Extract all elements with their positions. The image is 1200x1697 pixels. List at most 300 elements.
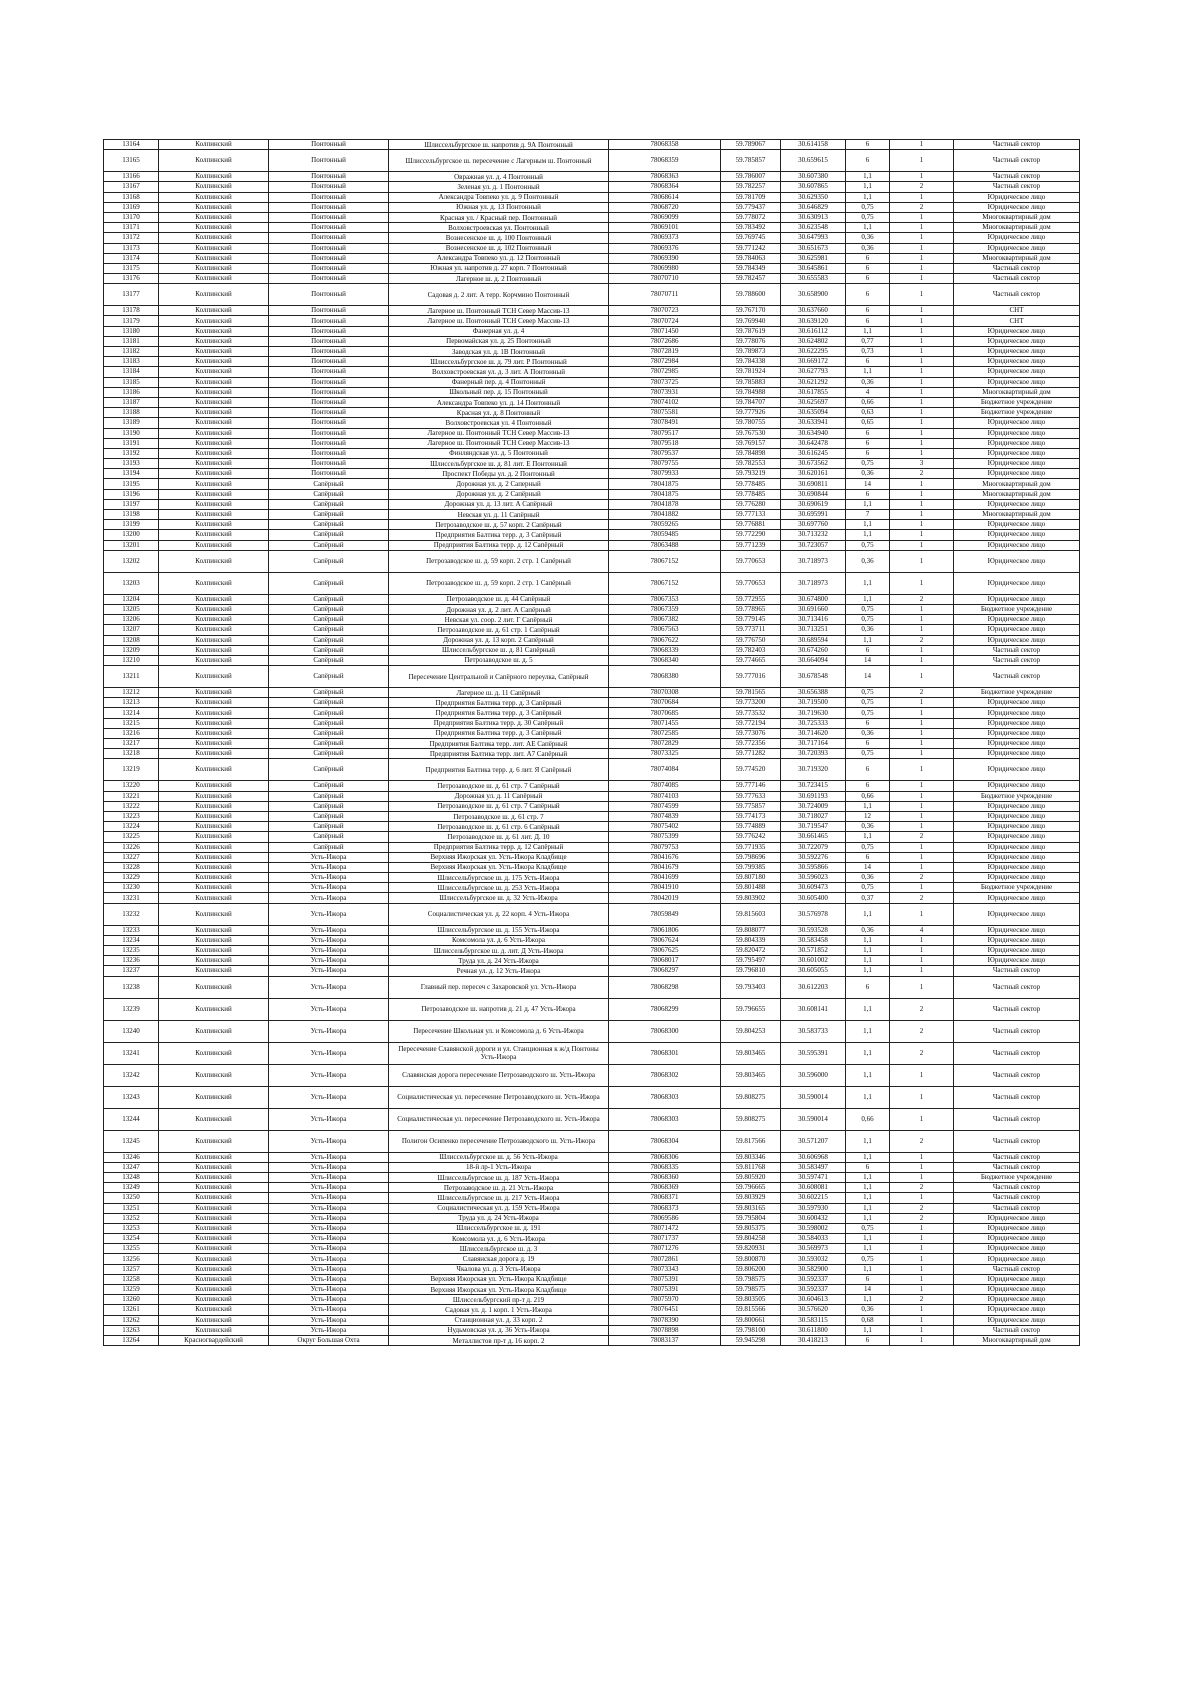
longitude-cell: 30.720393 (781, 749, 846, 759)
row-number: 13261 (104, 1305, 159, 1315)
address-cell: Заводская ул. д. 1В Понтонный (389, 347, 609, 357)
longitude-cell: 30.609473 (781, 883, 846, 893)
category-cell: Юридическое лицо (954, 759, 1080, 781)
district-cell: Колпинский (159, 172, 269, 182)
table-row (104, 946, 1080, 956)
municipality-cell: Сапёрный (269, 666, 389, 688)
latitude-cell: 59.945298 (721, 1335, 781, 1345)
municipality-cell: Понтонный (269, 397, 389, 407)
volume-cell: 6 (846, 428, 890, 438)
municipality-cell: Понтонный (269, 182, 389, 192)
latitude-cell: 59.776280 (721, 499, 781, 509)
site-code-cell: 78059849 (609, 903, 721, 925)
row-number: 13233 (104, 925, 159, 935)
longitude-cell: 30.607380 (781, 172, 846, 182)
longitude-cell: 30.622295 (781, 347, 846, 357)
address-cell: Станционная ул. д. 33 корп. 2 (389, 1315, 609, 1325)
municipality-cell: Усть-Ижора (269, 873, 389, 883)
longitude-cell: 30.604613 (781, 1295, 846, 1305)
district-cell: Колпинский (159, 966, 269, 976)
district-cell: Колпинский (159, 448, 269, 458)
latitude-cell: 59.769940 (721, 316, 781, 326)
category-cell: Юридическое лицо (954, 357, 1080, 367)
latitude-cell: 59.780755 (721, 418, 781, 428)
volume-cell: 0,68 (846, 1315, 890, 1325)
volume-cell: 6 (846, 140, 890, 150)
district-cell: Колпинский (159, 316, 269, 326)
volume-cell: 1,1 (846, 530, 890, 540)
table-row (104, 708, 1080, 718)
district-cell: Колпинский (159, 759, 269, 781)
address-cell: Дорожная ул. д. 2 лит. А Сапёрный (389, 604, 609, 614)
site-code-cell: 78068364 (609, 182, 721, 192)
latitude-cell: 59.815566 (721, 1305, 781, 1315)
district-cell: Колпинский (159, 326, 269, 336)
category-cell: Юридическое лицо (954, 428, 1080, 438)
volume-cell: 0,36 (846, 728, 890, 738)
table-row (104, 347, 1080, 357)
table-row (104, 202, 1080, 212)
address-cell: Лагерное ш. д. 2 Понтонный (389, 274, 609, 284)
longitude-cell: 30.719630 (781, 708, 846, 718)
district-cell: Колпинский (159, 572, 269, 594)
latitude-cell: 59.796810 (721, 966, 781, 976)
address-cell: Предприятия Балтика терр. д. 12 Сапёрный (389, 540, 609, 550)
site-code-cell: 78073325 (609, 749, 721, 759)
volume-cell: 1,1 (846, 903, 890, 925)
address-cell: Шлиссельбургское ш. д. 81 Сапёрный (389, 645, 609, 655)
longitude-cell: 30.593032 (781, 1254, 846, 1264)
municipality-cell: Понтонный (269, 377, 389, 387)
municipality-cell: Усть-Ижора (269, 1274, 389, 1284)
row-number: 13247 (104, 1162, 159, 1172)
latitude-cell: 59.803902 (721, 893, 781, 903)
site-code-cell: 78042019 (609, 893, 721, 903)
container-count-cell: 1 (890, 1162, 954, 1172)
container-count-cell: 1 (890, 852, 954, 862)
latitude-cell: 59.815603 (721, 903, 781, 925)
address-cell: Пересечение Славянской дороги и ул. Станционная к ж/д Понтоны Усть-Ижора (389, 1042, 609, 1064)
category-cell: Юридическое лицо (954, 1305, 1080, 1315)
municipality-cell: Понтонный (269, 253, 389, 263)
site-code-cell: 78069099 (609, 212, 721, 222)
row-number: 13216 (104, 728, 159, 738)
site-code-cell: 78070684 (609, 698, 721, 708)
volume-cell: 6 (846, 448, 890, 458)
volume-cell: 1,1 (846, 594, 890, 604)
category-cell: Многоквартирный дом (954, 253, 1080, 263)
longitude-cell: 30.674800 (781, 594, 846, 604)
category-cell: Юридическое лицо (954, 1234, 1080, 1244)
container-count-cell: 1 (890, 1223, 954, 1233)
table-row (104, 594, 1080, 604)
district-cell: Колпинский (159, 306, 269, 316)
container-count-cell: 1 (890, 811, 954, 821)
district-cell: Колпинский (159, 811, 269, 821)
district-cell: Колпинский (159, 1130, 269, 1152)
site-code-cell: 78069376 (609, 243, 721, 253)
latitude-cell: 59.784988 (721, 387, 781, 397)
district-cell: Колпинский (159, 1254, 269, 1264)
address-cell: Петрозаводское ш. д. 21 Усть-Ижора (389, 1183, 609, 1193)
container-count-cell: 1 (890, 791, 954, 801)
row-number: 13264 (104, 1335, 159, 1345)
site-code-cell: 78067382 (609, 615, 721, 625)
table-row (104, 1274, 1080, 1284)
container-count-cell: 1 (890, 708, 954, 718)
district-cell: Колпинский (159, 1042, 269, 1064)
container-count-cell: 1 (890, 438, 954, 448)
container-count-cell: 2 (890, 998, 954, 1020)
longitude-cell: 30.582900 (781, 1264, 846, 1274)
table-row (104, 192, 1080, 202)
category-cell: Юридическое лицо (954, 336, 1080, 346)
district-cell: Колпинский (159, 243, 269, 253)
longitude-cell: 30.689594 (781, 635, 846, 645)
site-code-cell: 78070308 (609, 688, 721, 698)
address-cell: Лагерное ш. Понтонный ТСН Север Массив-13 (389, 306, 609, 316)
address-cell: Дорожная ул. д. 13 корп. 2 Сапёрный (389, 635, 609, 645)
container-count-cell: 2 (890, 1042, 954, 1064)
address-cell: Петрозаводское ш. д. 61 стр. 7 (389, 811, 609, 821)
table-row (104, 479, 1080, 489)
category-cell: Бюджетное учреждение (954, 604, 1080, 614)
address-cell: Петрозаводское ш. д. 61 лит. Д. 10 (389, 832, 609, 842)
municipality-cell: Понтонный (269, 150, 389, 172)
address-cell: Финляндская ул. д. 5 Понтонный (389, 448, 609, 458)
municipality-cell: Сапёрный (269, 625, 389, 635)
district-cell: Колпинский (159, 499, 269, 509)
container-count-cell: 1 (890, 781, 954, 791)
latitude-cell: 59.777146 (721, 781, 781, 791)
district-cell: Колпинский (159, 550, 269, 572)
table-row (104, 832, 1080, 842)
longitude-cell: 30.633941 (781, 418, 846, 428)
site-code-cell: 78041875 (609, 479, 721, 489)
table-row (104, 698, 1080, 708)
latitude-cell: 59.772356 (721, 739, 781, 749)
district-cell: Колпинский (159, 1234, 269, 1244)
container-count-cell: 1 (890, 489, 954, 499)
table-row (104, 550, 1080, 572)
table-row (104, 1172, 1080, 1182)
district-cell: Колпинский (159, 530, 269, 540)
category-cell: Частный сектор (954, 1325, 1080, 1335)
district-cell: Колпинский (159, 253, 269, 263)
container-count-cell: 1 (890, 604, 954, 614)
category-cell: Юридическое лицо (954, 708, 1080, 718)
municipality-cell: Усть-Ижора (269, 1315, 389, 1325)
table-row (104, 1254, 1080, 1264)
site-code-cell: 78069101 (609, 223, 721, 233)
container-count-cell: 2 (890, 594, 954, 604)
site-code-cell: 78075391 (609, 1285, 721, 1295)
category-cell: Частный сектор (954, 182, 1080, 192)
volume-cell: 1,1 (846, 1244, 890, 1254)
municipality-cell: Усть-Ижора (269, 1244, 389, 1254)
table-row (104, 367, 1080, 377)
municipality-cell: Понтонный (269, 367, 389, 377)
row-number: 13241 (104, 1042, 159, 1064)
longitude-cell: 30.592337 (781, 1285, 846, 1295)
table-row (104, 1064, 1080, 1086)
category-cell: Частный сектор (954, 1086, 1080, 1108)
latitude-cell: 59.784898 (721, 448, 781, 458)
volume-cell: 1,1 (846, 1203, 890, 1213)
container-count-cell: 2 (890, 832, 954, 842)
municipality-cell: Сапёрный (269, 842, 389, 852)
row-number: 13260 (104, 1295, 159, 1305)
longitude-cell: 30.627793 (781, 367, 846, 377)
latitude-cell: 59.778485 (721, 489, 781, 499)
address-cell: Шлиссельбургское ш. д. 32 Усть-Ижора (389, 893, 609, 903)
container-count-cell: 1 (890, 1254, 954, 1264)
row-number: 13215 (104, 718, 159, 728)
district-cell: Колпинский (159, 781, 269, 791)
category-cell: Юридическое лицо (954, 935, 1080, 945)
container-count-cell: 1 (890, 223, 954, 233)
address-cell: Славянская дорога д. 19 (389, 1254, 609, 1264)
table-row (104, 883, 1080, 893)
row-number: 13206 (104, 615, 159, 625)
latitude-cell: 59.803929 (721, 1193, 781, 1203)
volume-cell: 1,1 (846, 966, 890, 976)
latitude-cell: 59.784349 (721, 263, 781, 273)
container-count-cell: 1 (890, 822, 954, 832)
longitude-cell: 30.606968 (781, 1152, 846, 1162)
volume-cell: 14 (846, 1285, 890, 1295)
table-row (104, 572, 1080, 594)
municipality-cell: Усть-Ижора (269, 1305, 389, 1315)
site-code-cell: 78079537 (609, 448, 721, 458)
latitude-cell: 59.781924 (721, 367, 781, 377)
longitude-cell: 30.629350 (781, 192, 846, 202)
municipality-cell: Сапёрный (269, 572, 389, 594)
latitude-cell: 59.779145 (721, 615, 781, 625)
latitude-cell: 59.781565 (721, 688, 781, 698)
district-cell: Колпинский (159, 1223, 269, 1233)
container-count-cell: 1 (890, 1064, 954, 1086)
site-code-cell: 78083137 (609, 1335, 721, 1345)
site-code-cell: 78041699 (609, 873, 721, 883)
longitude-cell: 30.607865 (781, 182, 846, 192)
row-number: 13201 (104, 540, 159, 550)
row-number: 13221 (104, 791, 159, 801)
site-code-cell: 78073343 (609, 1264, 721, 1274)
row-number: 13217 (104, 739, 159, 749)
category-cell: Бюджетное учреждение (954, 791, 1080, 801)
longitude-cell: 30.664094 (781, 655, 846, 665)
municipality-cell: Усть-Ижора (269, 1264, 389, 1274)
municipality-cell: Усть-Ижора (269, 1183, 389, 1193)
container-count-cell: 4 (890, 925, 954, 935)
latitude-cell: 59.784707 (721, 397, 781, 407)
district-cell: Колпинский (159, 708, 269, 718)
row-number: 13235 (104, 946, 159, 956)
site-code-cell: 78070724 (609, 316, 721, 326)
longitude-cell: 30.624802 (781, 336, 846, 346)
site-code-cell: 78068359 (609, 150, 721, 172)
longitude-cell: 30.616112 (781, 326, 846, 336)
container-count-cell: 1 (890, 615, 954, 625)
municipality-cell: Понтонный (269, 316, 389, 326)
table-row (104, 1042, 1080, 1064)
volume-cell: 0,36 (846, 243, 890, 253)
registry-sheet (103, 139, 1079, 1346)
longitude-cell: 30.625981 (781, 253, 846, 263)
container-count-cell: 2 (890, 469, 954, 479)
longitude-cell: 30.647993 (781, 233, 846, 243)
municipality-cell: Понтонный (269, 418, 389, 428)
table-row (104, 1162, 1080, 1172)
category-cell: Юридическое лицо (954, 243, 1080, 253)
longitude-cell: 30.637660 (781, 306, 846, 316)
latitude-cell: 59.788600 (721, 284, 781, 306)
district-cell: Колпинский (159, 387, 269, 397)
site-code-cell: 78069586 (609, 1213, 721, 1223)
category-cell: Юридическое лицо (954, 572, 1080, 594)
volume-cell: 1,1 (846, 326, 890, 336)
container-count-cell: 1 (890, 1274, 954, 1284)
district-cell: Колпинский (159, 438, 269, 448)
district-cell: Колпинский (159, 1064, 269, 1086)
row-number: 13209 (104, 645, 159, 655)
latitude-cell: 59.773200 (721, 698, 781, 708)
address-cell: Пересечение Центральной и Сапёрного переулка, Сапёрный (389, 666, 609, 688)
row-number: 13182 (104, 347, 159, 357)
row-number: 13176 (104, 274, 159, 284)
address-cell: Шлиссельбургский пр-т д. 219 (389, 1295, 609, 1305)
longitude-cell: 30.595391 (781, 1042, 846, 1064)
address-cell: Шлиссельбургское ш. пересечение с Лагерным ш. Понтонный (389, 150, 609, 172)
volume-cell: 1,1 (846, 1193, 890, 1203)
row-number: 13190 (104, 428, 159, 438)
table-row (104, 688, 1080, 698)
container-count-cell: 1 (890, 263, 954, 273)
volume-cell: 1,1 (846, 367, 890, 377)
latitude-cell: 59.817566 (721, 1130, 781, 1152)
district-cell: Колпинский (159, 347, 269, 357)
address-cell: Комсомола ул. д. 6 Усть-Ижора (389, 1234, 609, 1244)
district-cell: Колпинский (159, 1183, 269, 1193)
latitude-cell: 59.778485 (721, 479, 781, 489)
longitude-cell: 30.713416 (781, 615, 846, 625)
row-number: 13219 (104, 759, 159, 781)
longitude-cell: 30.722079 (781, 842, 846, 852)
table-row (104, 284, 1080, 306)
address-cell: Шлиссельбургское ш. д. 155 Усть-Ижора (389, 925, 609, 935)
site-code-cell: 78072829 (609, 739, 721, 749)
row-number: 13214 (104, 708, 159, 718)
container-count-cell: 1 (890, 1285, 954, 1295)
address-cell: Славянская дорога пересечение Петрозаводского ш. Усть-Ижора (389, 1064, 609, 1086)
address-cell: Александра Товпеко ул. д. 14 Понтонный (389, 397, 609, 407)
container-count-cell: 1 (890, 253, 954, 263)
municipality-cell: Понтонный (269, 284, 389, 306)
container-count-cell: 1 (890, 172, 954, 182)
latitude-cell: 59.777133 (721, 510, 781, 520)
container-count-cell: 1 (890, 966, 954, 976)
district-cell: Колпинский (159, 1086, 269, 1108)
district-cell: Колпинский (159, 822, 269, 832)
district-cell: Колпинский (159, 459, 269, 469)
municipality-cell: Понтонный (269, 438, 389, 448)
site-code-cell: 78068358 (609, 140, 721, 150)
row-number: 13257 (104, 1264, 159, 1274)
site-code-cell: 78059485 (609, 530, 721, 540)
site-code-cell: 78067353 (609, 594, 721, 604)
district-cell: Колпинский (159, 377, 269, 387)
volume-cell: 1,1 (846, 956, 890, 966)
volume-cell: 6 (846, 759, 890, 781)
container-count-cell: 1 (890, 284, 954, 306)
site-code-cell: 78079755 (609, 459, 721, 469)
category-cell: Юридическое лицо (954, 469, 1080, 479)
row-number: 13218 (104, 749, 159, 759)
category-cell: Юридическое лицо (954, 438, 1080, 448)
container-count-cell: 1 (890, 1108, 954, 1130)
address-cell: Труда ул. д. 24 Усть-Ижора (389, 1213, 609, 1223)
municipality-cell: Сапёрный (269, 635, 389, 645)
table-row (104, 1234, 1080, 1244)
site-code-cell: 78071472 (609, 1223, 721, 1233)
latitude-cell: 59.785883 (721, 377, 781, 387)
municipality-cell: Усть-Ижора (269, 1020, 389, 1042)
category-cell: Частный сектор (954, 284, 1080, 306)
volume-cell: 0,63 (846, 408, 890, 418)
table-row (104, 615, 1080, 625)
address-cell: Шлиссельбургское ш. д. 175 Усть-Ижора (389, 873, 609, 883)
category-cell: Частный сектор (954, 1203, 1080, 1213)
municipality-cell: Понтонный (269, 387, 389, 397)
municipality-cell: Усть-Ижора (269, 966, 389, 976)
category-cell: Частный сектор (954, 274, 1080, 284)
district-cell: Колпинский (159, 479, 269, 489)
volume-cell: 1,1 (846, 223, 890, 233)
longitude-cell: 30.583115 (781, 1315, 846, 1325)
district-cell: Колпинский (159, 718, 269, 728)
volume-cell: 14 (846, 862, 890, 872)
latitude-cell: 59.784063 (721, 253, 781, 263)
container-count-cell: 1 (890, 212, 954, 222)
volume-cell: 1,1 (846, 1064, 890, 1086)
longitude-cell: 30.612203 (781, 976, 846, 998)
category-cell: Частный сектор (954, 1042, 1080, 1064)
volume-cell: 1,1 (846, 1130, 890, 1152)
volume-cell: 0,36 (846, 233, 890, 243)
category-cell: Частный сектор (954, 1064, 1080, 1086)
latitude-cell: 59.800661 (721, 1315, 781, 1325)
row-number: 13251 (104, 1203, 159, 1213)
latitude-cell: 59.789067 (721, 140, 781, 150)
site-code-cell: 78041878 (609, 499, 721, 509)
latitude-cell: 59.778965 (721, 604, 781, 614)
district-cell: Колпинский (159, 274, 269, 284)
district-cell: Колпинский (159, 698, 269, 708)
site-code-cell: 78068301 (609, 1042, 721, 1064)
municipality-cell: Усть-Ижора (269, 1234, 389, 1244)
longitude-cell: 30.695991 (781, 510, 846, 520)
container-count-cell: 1 (890, 698, 954, 708)
site-code-cell: 78068720 (609, 202, 721, 212)
municipality-cell: Усть-Ижора (269, 1213, 389, 1223)
site-code-cell: 78074102 (609, 397, 721, 407)
container-count-cell: 2 (890, 182, 954, 192)
category-cell: Юридическое лицо (954, 739, 1080, 749)
municipality-cell: Сапёрный (269, 791, 389, 801)
container-count-cell: 2 (890, 1203, 954, 1213)
volume-cell: 0,75 (846, 1254, 890, 1264)
